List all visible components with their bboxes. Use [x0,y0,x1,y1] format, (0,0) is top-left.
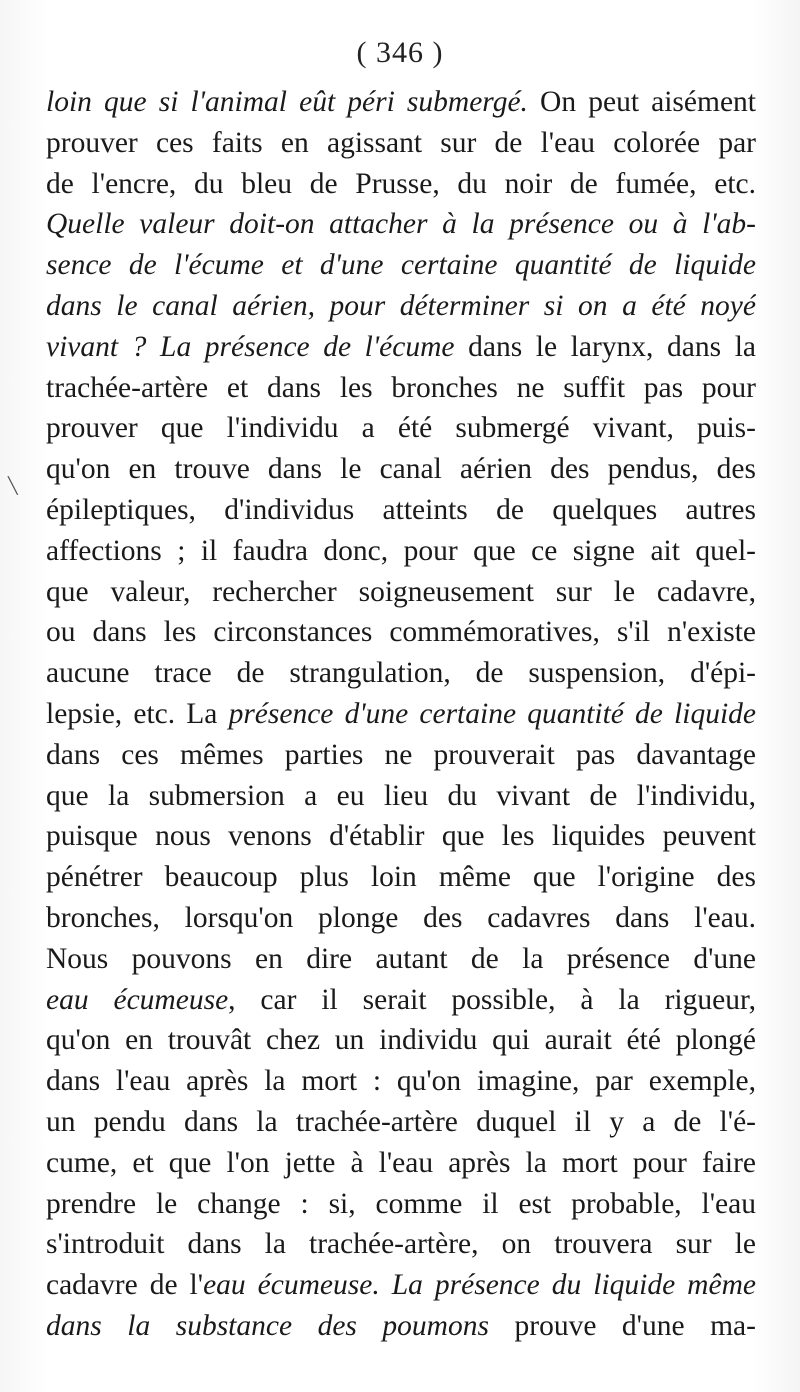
text-line [46,1224,756,1265]
text-line [46,82,756,123]
text-line [46,449,756,490]
text-line [46,898,756,939]
italic-text: eau écumeuse [46,983,229,1016]
text-segment: bronches, lorsqu'on plonge des cadavres dans l'eau. [46,901,756,934]
text-line [46,816,756,857]
text-segment: dans l'eau après la mort : qu'on imagine, par exemple, [46,1065,756,1098]
text-line [46,1061,756,1102]
text-segment: ou dans les circonstances commémoratives, s'il n'existe [46,616,756,649]
text-segment: cadavre de l' [46,1269,204,1302]
italic-text: dans la substance des poumons [46,1309,489,1342]
margin-mark: ╲ [8,476,18,495]
text-segment: pénétrer beaucoup plus loin même que l'origine des [46,861,756,894]
italic-text: sence de l'écume et d'une certaine quantité de liquide [46,249,756,282]
text-line [46,694,756,735]
page-number: ( 346 ) [356,36,444,69]
text-segment: prendre le change : si, comme il est probable, l'eau [46,1187,756,1220]
text-segment: s'introduit dans la trachée-artère, on trouvera sur le [46,1228,756,1261]
text-segment: affections ; il faudra donc, pour que ce signe ait quel- [46,534,756,567]
text-line [46,1143,756,1184]
text-segment: , car il serait possible, à la rigueur, [228,983,756,1016]
text-line [46,572,756,613]
text-line [46,939,756,980]
text-segment: aucune trace de strangulation, de suspension, d'épi- [46,657,756,690]
text-line [46,327,756,368]
text-segment: Nous pouvons en dire autant de la présence d'une [46,942,756,975]
text-line [46,531,756,572]
text-line [46,1184,756,1225]
italic-text: dans le canal aérien, pour déterminer si on a été noyé [46,289,756,322]
text-segment: dans ces mêmes parties ne prouverait pas davantage [46,738,756,771]
text-line [46,1265,756,1306]
text-line [46,286,756,327]
italic-text: vivant ? La présence de l'écume [46,330,455,363]
text-segment: que valeur, rechercher soigneusement sur le cadavre, [46,575,756,608]
text-line [46,735,756,776]
text-line [46,204,756,245]
text-line [46,612,756,653]
italic-text: présence d'une certaine quantité de liquide [228,697,756,730]
text-segment: cume, et que l'on jette à l'eau après la mort pour faire [46,1146,756,1179]
text-segment: puisque nous venons d'établir que les liquides peuvent [46,820,756,853]
text-line [46,1102,756,1143]
text-segment: épileptiques, d'individus atteints de quelques autres [46,493,756,526]
text-line [46,490,756,531]
italic-text: eau écumeuse. La présence du liquide même [203,1269,756,1302]
text-segment: On peut aisément [527,86,756,118]
body-text [46,82,756,1347]
italic-text: loin que si l'animal eût péri submergé. [46,86,528,118]
text-segment: prouve d'une ma- [488,1309,756,1342]
text-segment: lepsie, etc. La [46,697,229,730]
text-segment: dans le larynx, dans la [454,330,756,363]
text-segment: que la submersion a eu lieu du vivant de l'individu, [46,779,756,812]
text-segment: de l'encre, du bleu de Prusse, du noir de fumée, etc. [46,167,756,200]
text-segment: prouver que l'individu a été submergé vivant, puis- [46,412,756,445]
text-line [46,164,756,205]
text-segment: qu'on en trouvât chez un individu qui aurait été plongé [46,1024,756,1057]
text-line [46,408,756,449]
text-line [46,653,756,694]
italic-text: Quelle valeur doit-on attacher à la présence ou à l'ab- [46,208,756,241]
text-line [46,123,756,164]
text-line [46,857,756,898]
text-segment: un pendu dans la trachée-artère duquel il y a de l'é- [46,1105,756,1138]
text-segment: prouver ces faits en agissant sur de l'eau colorée par [46,126,756,159]
text-line [46,245,756,286]
text-segment: qu'on en trouve dans le canal aérien des pendus, des [46,453,756,486]
text-line [46,1020,756,1061]
text-line [46,776,756,817]
text-line [46,1306,756,1347]
text-segment: trachée-artère et dans les bronches ne suffit pas pour [46,371,756,404]
text-line [46,980,756,1021]
text-line [46,368,756,409]
